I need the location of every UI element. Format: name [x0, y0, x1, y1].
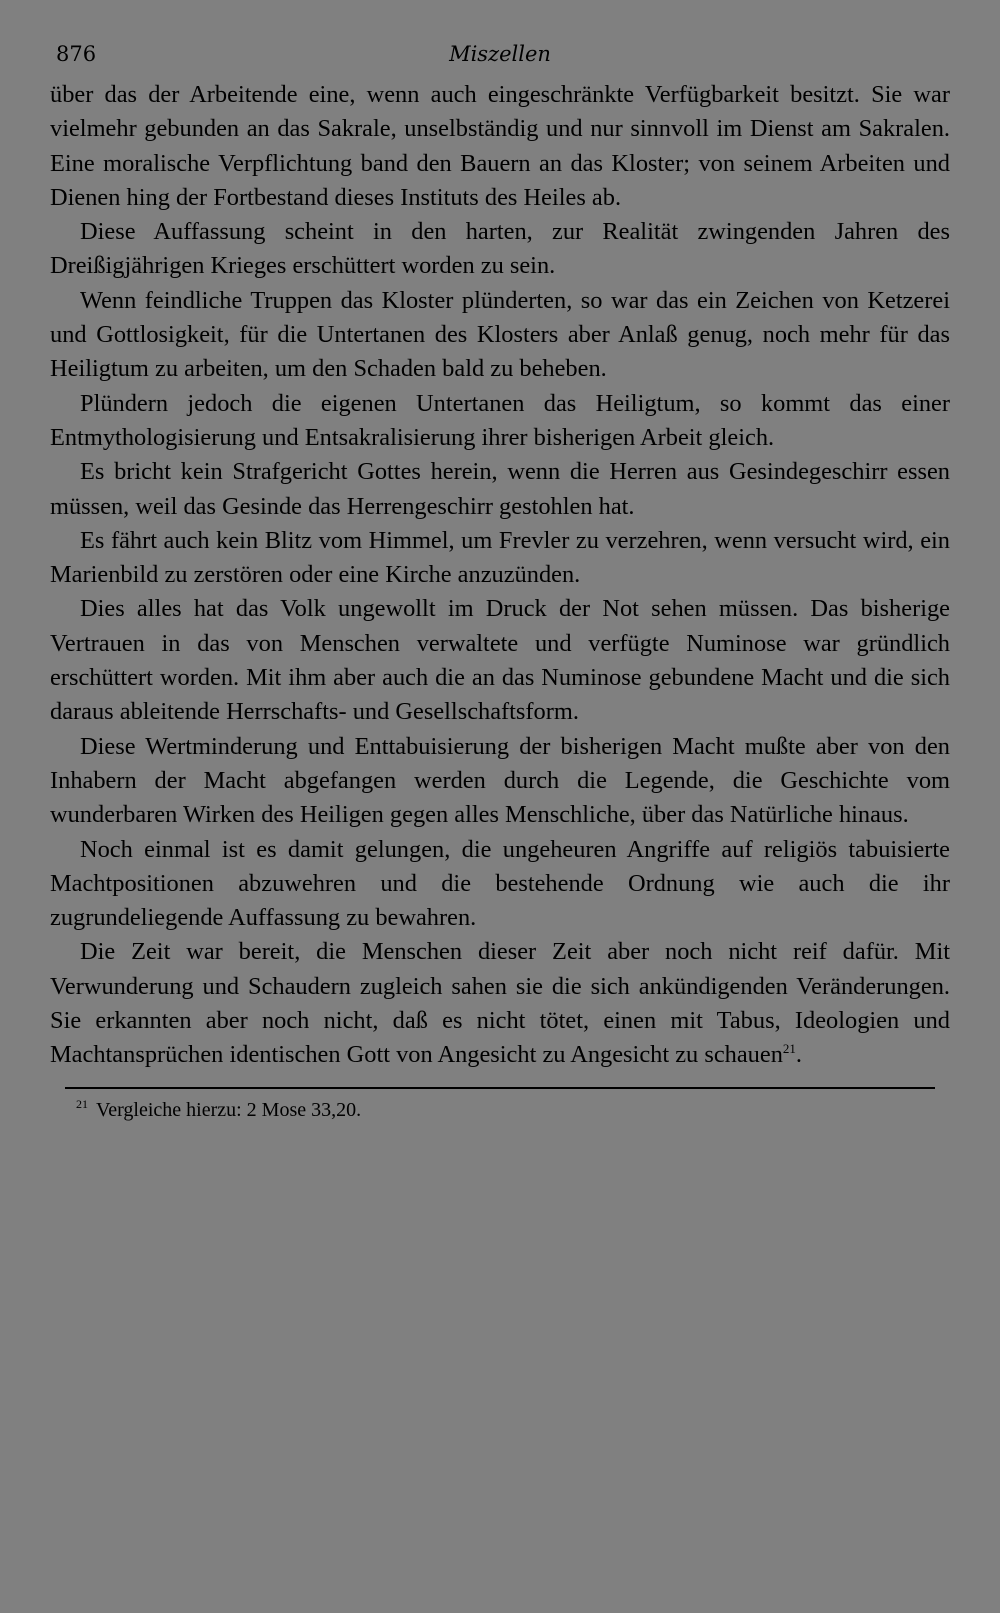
footnote-reference[interactable]: 21 — [782, 1041, 796, 1057]
footnote-marker: 21 — [76, 1096, 88, 1111]
footnote — [76, 1097, 950, 1123]
running-head — [50, 42, 950, 78]
paragraph-last-text: Die Zeit war bereit, die Menschen dieser Zeit aber noch nicht reif dafür. Mit Verwunderung und Schaudern zugleich sahen sie die sich ankündigenden Veränderungen. Sie erkannten aber noch nicht, daß es nicht tötet, einen mit Tabus, Ideologien und Machtansprüchen identischen Gott von Angesicht zu Angesicht zu schauen — [50, 938, 950, 1069]
paragraph: Dies alles hat das Volk ungewollt im Druck der Not sehen müssen. Das bisherige Vertrauen in das von Menschen verwaltete und verfügte Numinose war gründlich erschüttert worden. Mit ihm aber auch die an das Numinose gebundene Macht und die sich daraus ableitende Herrschafts- und Gesellschaftsform. — [50, 595, 950, 726]
section-title: Miszellen — [449, 42, 551, 66]
body-text — [50, 78, 950, 1073]
paragraph: Diese Wertminderung und Enttabuisierung der bisherigen Macht mußte aber von den Inhabern der Macht abgefangen werden durch die Legende, die Geschichte vom wunderbaren Wirken des Heiligen gegen alles Menschliche, über das Natürliche hinaus. — [50, 732, 950, 829]
paragraph-last — [50, 935, 950, 1072]
paragraph: Wenn feindliche Truppen das Kloster plünderten, so war das ein Zeichen von Ketzerei und Gottlosigkeit, für die Untertanen des Klosters aber Anlaß genug, noch mehr für das Heiligtum zu arbeiten, um den Schaden bald zu beheben. — [50, 286, 950, 383]
paragraph: Es fährt auch kein Blitz vom Himmel, um Frevler zu verzehren, wenn versucht wird, ein Marienbild zu zerstören oder eine Kirche anzuzünden. — [50, 526, 950, 589]
paragraph: Noch einmal ist es damit gelungen, die ungeheuren Angriffe auf religiös tabuisierte Machtpositionen abzuwehren und die bestehende Ordnung wie auch die ihr zugrundeliegende Auffassung zu bewahren. — [50, 835, 950, 932]
footnote-text: Vergleiche hierzu: 2 Mose 33,20. — [96, 1098, 362, 1121]
paragraph-last-period: . — [795, 1041, 802, 1069]
footnote-divider — [65, 1087, 935, 1089]
page — [50, 42, 950, 1123]
paragraph: Plündern jedoch die eigenen Untertanen das Heiligtum, so kommt das einer Entmythologisierung und Entsakralisierung ihrer bisherigen Arbeit gleich. — [50, 389, 950, 451]
paragraph: Es bricht kein Strafgericht Gottes herein, wenn die Herren aus Gesindegeschirr essen müssen, weil das Gesinde das Herrengeschirr gestohlen hat. — [50, 458, 950, 520]
paragraph: Diese Auffassung scheint in den harten, zur Realität zwingenden Jahren des Dreißigjährigen Krieges erschüttert worden zu sein. — [50, 218, 950, 280]
page-number: 876 — [56, 42, 97, 66]
paragraph-continuation: über das der Arbeitende eine, wenn auch eingeschränkte Verfügbarkeit besitzt. Sie war vielmehr gebunden an das Sakrale, unselbständig und nur sinnvoll im Dienst am Sakralen. Eine moralische Verpflichtung band den Bauern an das Kloster; von seinem Arbeiten und Dienen hing der Fortbestand dieses Instituts des Heiles ab. — [50, 81, 950, 211]
